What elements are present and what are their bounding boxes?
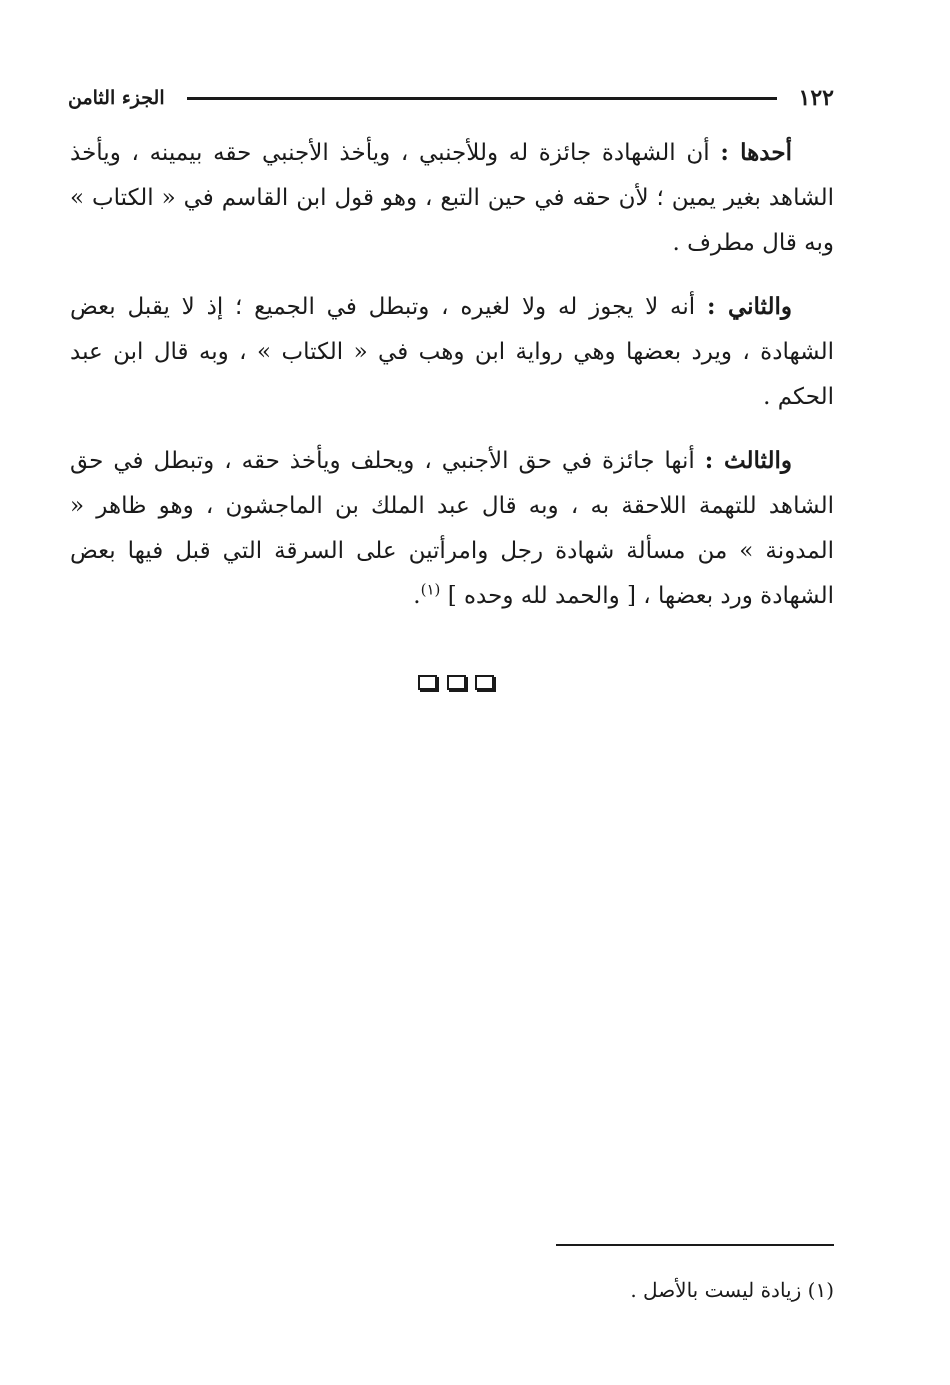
page-header — [68, 80, 834, 116]
ornament-square-icon — [418, 675, 437, 690]
ornament-square-icon — [447, 675, 466, 690]
paragraph-text: أنه لا يجوز له ولا لغيره ، وتبطل في الجميع ؛ إذ لا يقبل بعض الشهادة ، ويرد بعضها وهي رواية ابن وهب في « الكتاب » ، وبه قال ابن عبد الحكم . — [70, 294, 834, 410]
page-number: ١٢٢ — [798, 85, 834, 111]
paragraph-end-mark: . — [413, 583, 421, 609]
paragraph-lead: والثاني : — [706, 293, 792, 320]
section-end-ornament — [418, 670, 494, 694]
paragraph-text: أنها جائزة في حق الأجنبي ، ويحلف ويأخذ حقه ، وتبطل في حق الشاهد للتهمة اللاحقة به ، وبه قال عبد الملك بن الماجشون ، وهو ظاهر « المدونة » من مسألة شهادة رجل وامرأتين على السرقة التي قبل فيها بعض الشهادة ورد بعضها ، [ والحمد لله وحده ] — [70, 448, 834, 609]
paragraph-lead: والثالث : — [704, 447, 792, 474]
ornament-square-icon — [475, 675, 494, 690]
header-divider — [187, 97, 777, 100]
paragraph-first-opinion — [70, 130, 834, 266]
main-text — [70, 130, 834, 637]
paragraph-text: أن الشهادة جائزة له وللأجنبي ، ويأخذ الأجنبي حقه بيمينه ، ويأخذ الشاهد بغير يمين ؛ لأن حقه في حين التبع ، وهو قول ابن القاسم في « الكتاب » وبه قال مطرف . — [70, 140, 834, 256]
paragraph-third-opinion — [70, 438, 834, 619]
paragraph-lead: أحدها : — [720, 139, 792, 166]
footnote-reference[interactable]: (١) — [420, 580, 441, 599]
running-title: الجزء الثامن — [68, 87, 165, 109]
footnote-divider — [556, 1244, 834, 1246]
footnote: (١) زيادة ليست بالأصل . — [630, 1278, 834, 1302]
paragraph-second-opinion — [70, 284, 834, 420]
